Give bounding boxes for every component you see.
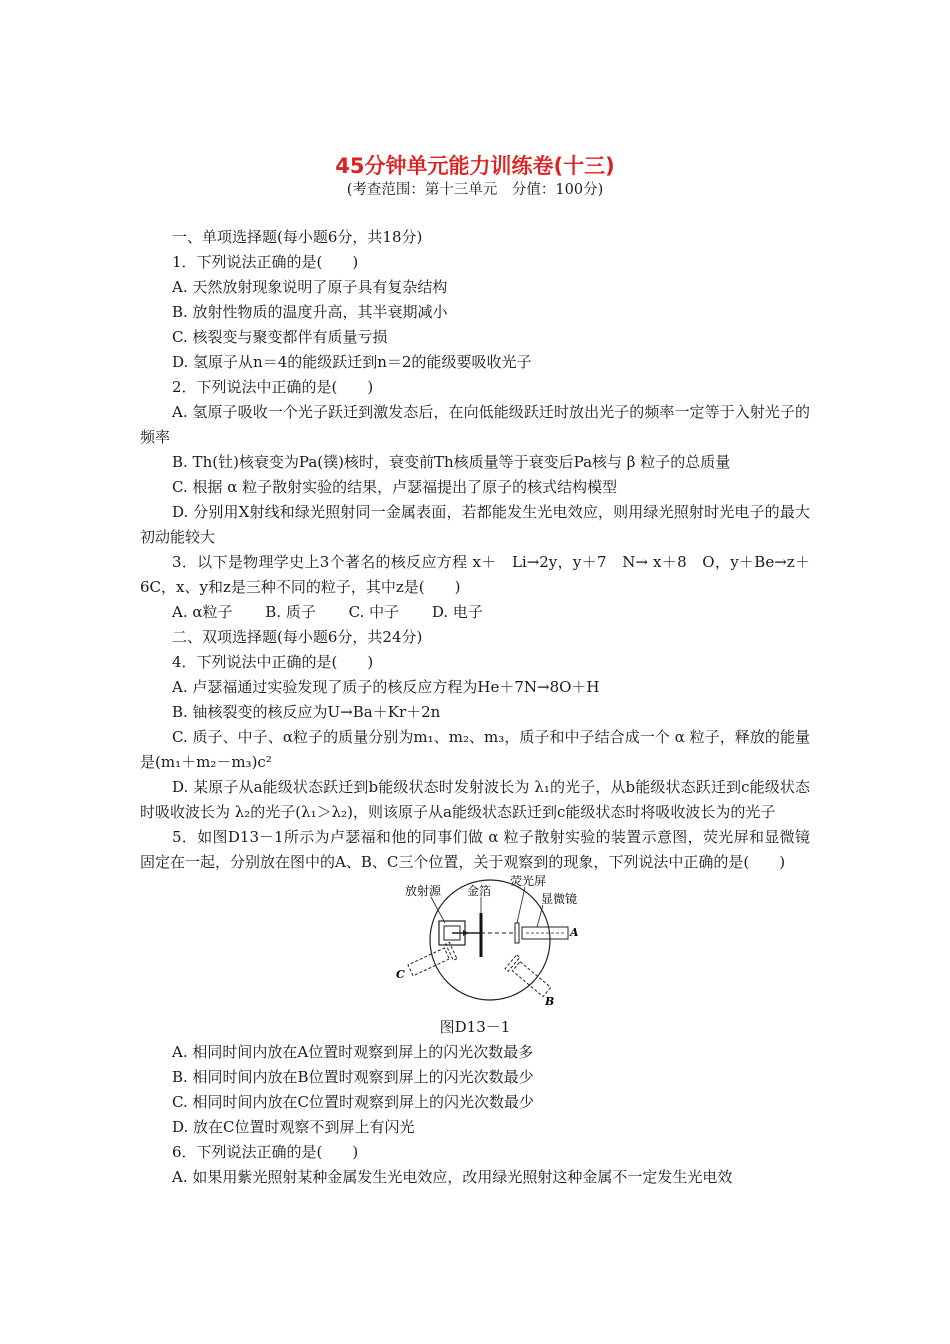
label-position-a: A xyxy=(570,926,579,939)
question-content xyxy=(140,225,810,1190)
scattering-apparatus-diagram xyxy=(395,875,595,1015)
q4-option-d: D. 某原子从a能级状态跃迁到b能级状态时发射波长为 λ₁的光子，从b能级状态跃迁到c能级状态时吸收波长为 λ₂的光子(λ₁＞λ₂)，则该原子从a能级状态跃迁到c能级状态时将吸收波长为的光子 xyxy=(140,778,810,821)
label-position-c: C xyxy=(396,968,405,981)
q1-option-a: A. 天然放射现象说明了原子具有复杂结构 xyxy=(172,278,448,296)
beam-arrow-icon xyxy=(463,930,469,936)
label-screen: 荧光屏 xyxy=(510,875,547,888)
q5-option-d: D. 放在C位置时观察不到屏上有闪光 xyxy=(172,1118,415,1136)
q5-stem: 5．如图D13－1所示为卢瑟福和他的同事们做 α 粒子散射实验的装置示意图，荧光屏和显微镜固定在一起，分别放在图中的A、B、C三个位置，关于观察到的现象，下列说法中正确的是( ) xyxy=(140,828,810,871)
q6-option-a: A. 如果用紫光照射某种金属发生光电效应，改用绿光照射这种金属不一定发生光电效 xyxy=(172,1168,733,1186)
label-foil: 金箔 xyxy=(467,884,492,898)
label-position-b: B xyxy=(545,995,555,1008)
q6-stem: 6．下列说法正确的是( ) xyxy=(172,1143,359,1161)
q4-option-b: B. 铀核裂变的核反应为U→Ba＋Kr＋2n xyxy=(172,703,441,721)
q1-option-b: B. 放射性物质的温度升高，其半衰期减小 xyxy=(172,303,448,321)
q3-option-d: D. 电子 xyxy=(431,603,483,621)
q3-option-a: A. α粒子 xyxy=(172,603,233,621)
q3-options xyxy=(140,600,810,625)
q5-option-c: C. 相同时间内放在C位置时观察到屏上的闪光次数最少 xyxy=(172,1093,534,1111)
page-title: 45分钟单元能力训练卷(十三) xyxy=(335,154,615,178)
q2-option-a: A. 氢原子吸收一个光子跃迁到激发态后，在向低能级跃迁时放出光子的频率一定等于入射光子的频率 xyxy=(140,403,810,446)
pointer-source xyxy=(431,897,445,923)
q1-option-d: D. 氢原子从n＝4的能级跃迁到n＝2的能级要吸收光子 xyxy=(172,353,532,371)
q5-option-b: B. 相同时间内放在B位置时观察到屏上的闪光次数最少 xyxy=(172,1068,534,1086)
q2-option-d: D. 分别用X射线和绿光照射同一金属表面，若都能发生光电效应，则用绿光照射时光电子的最大初动能较大 xyxy=(140,503,810,546)
page-subtitle: (考查范围：第十三单元 分值：100分) xyxy=(346,182,604,198)
q1-stem: 1．下列说法正确的是( ) xyxy=(172,253,359,271)
label-source: 放射源 xyxy=(405,884,442,898)
section-heading-double-choice: 二、双项选择题(每小题6分，共24分) xyxy=(172,628,423,646)
q3-stem: 3．以下是物理学史上3个著名的核反应方程 x＋ Li→2y，y＋7 N→ x＋8 O，y＋Be→z＋6C，x、y和z是三种不同的粒子，其中z是( ) xyxy=(140,553,810,596)
q4-option-a: A. 卢瑟福通过实验发现了质子的核反应方程为He＋7N→8O＋H xyxy=(172,678,600,696)
q4-option-c: C. 质子、中子、α粒子的质量分别为m₁、m₂、m₃，质子和中子结合成一个 α 粒子，释放的能量是(m₁＋m₂－m₃)c² xyxy=(140,728,810,771)
q3-option-b: B. 质子 xyxy=(265,603,316,621)
pointer-screen xyxy=(517,887,525,923)
scattering-apparatus-figure xyxy=(140,875,810,1015)
section-heading-single-choice: 一、单项选择题(每小题6分，共18分) xyxy=(172,228,423,246)
figure-caption: 图D13－1 xyxy=(439,1018,511,1036)
q2-option-c: C. 根据 α 粒子散射实验的结果，卢瑟福提出了原子的核式结构模型 xyxy=(172,478,618,496)
q3-option-c: C. 中子 xyxy=(348,603,400,621)
q2-option-b: B. Th(钍)核衰变为Pa(镤)核时，衰变前Th核质量等于衰变后Pa核与 β 粒子的总质量 xyxy=(172,453,731,471)
label-microscope: 显微镜 xyxy=(541,892,578,906)
pointer-microscope xyxy=(537,905,543,927)
q5-option-a: A. 相同时间内放在A位置时观察到屏上的闪光次数最多 xyxy=(172,1043,534,1061)
q4-stem: 4．下列说法中正确的是( ) xyxy=(172,653,374,671)
q1-option-c: C. 核裂变与聚变都伴有质量亏损 xyxy=(172,328,388,346)
microscope-position-c xyxy=(407,942,457,978)
screen-position-a xyxy=(515,923,519,943)
q2-stem: 2．下列说法中正确的是( ) xyxy=(172,378,374,396)
